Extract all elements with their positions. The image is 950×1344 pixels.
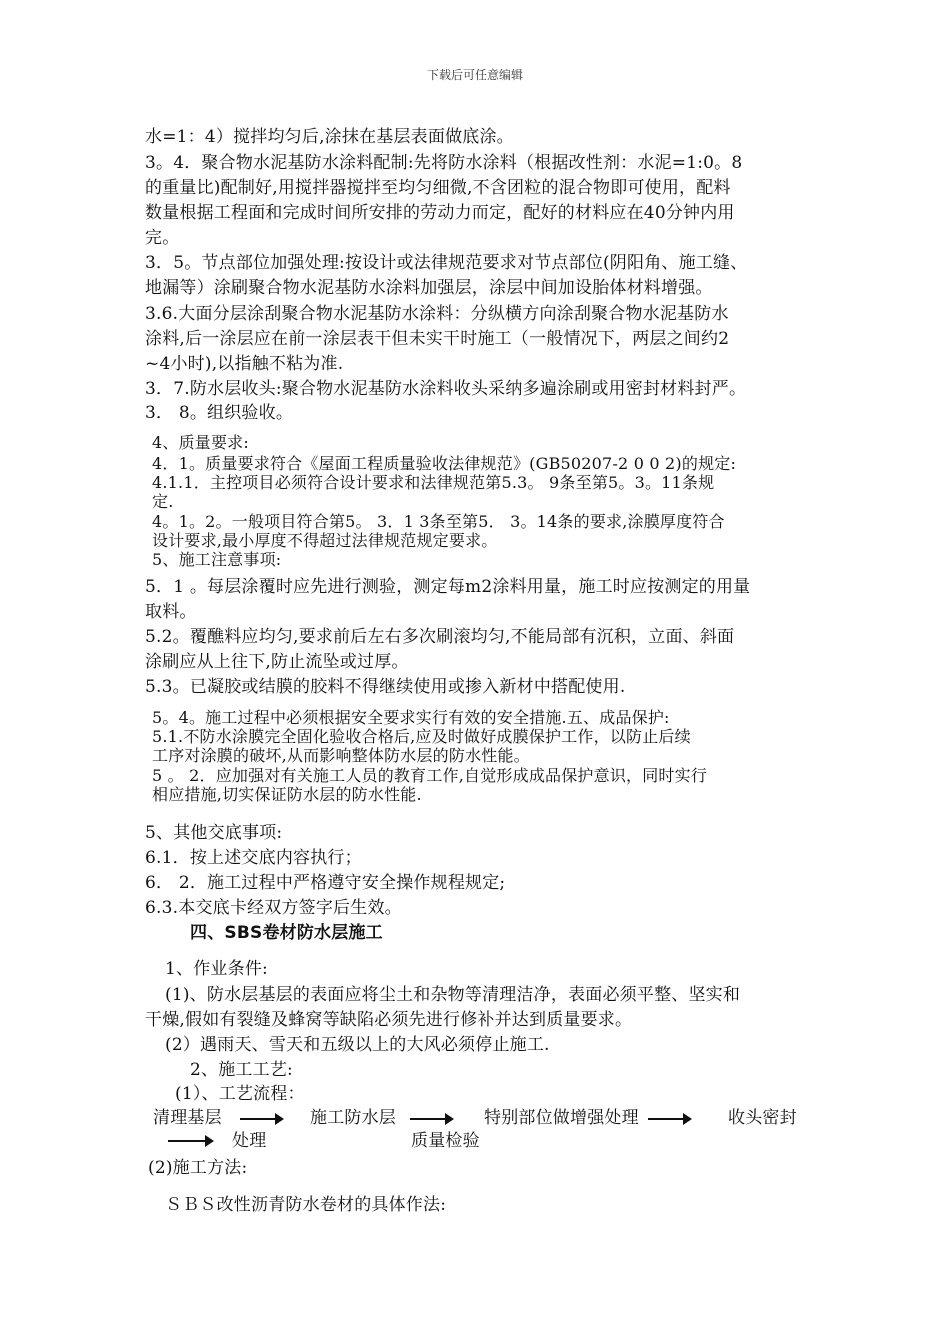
text-line: 完。	[145, 228, 180, 248]
flow-step: 收头密封	[728, 1108, 797, 1128]
text-line: 数量根据工程面和完成时间所安排的劳动力而定，配好的材料应在40分钟内用	[145, 203, 735, 223]
text-line: 5.1.不防水涂膜完全固化验收合格后,应及时做好成膜保护工作，以防止后续	[152, 727, 691, 746]
flow-arrow-icon	[648, 1118, 690, 1120]
text-line: 4。1。2。一般项目符合第5。 3．1 3条至第5． 3。14条的要求,涂膜厚度符合	[152, 512, 725, 531]
text-line: 5 。 2．应加强对有关施工人员的教育工作,自觉形成成品保护意识，同时实行	[152, 766, 708, 785]
text-line: 干燥,假如有裂缝及蜂窝等缺陷必须先进行修补并达到质量要求。	[145, 1010, 633, 1030]
text-line: 3．7.防水层收头:聚合物水泥基防水涂料收头采纳多遍涂刷或用密封材料封严。	[145, 379, 747, 399]
flow-arrow-icon	[168, 1140, 212, 1142]
text-line: 水=1：4）搅拌均匀后,涂抹在基层表面做底涂。	[145, 127, 514, 147]
flow-arrow-icon	[240, 1118, 282, 1120]
text-line: 3．5。节点部位加强处理:按设计或法律规范要求对节点部位(阴阳角、施工缝、	[145, 253, 748, 273]
section-heading: 4、质量要求:	[152, 433, 249, 452]
section-title: 四、SBS卷材防水层施工	[190, 923, 383, 943]
section-heading: (2)施工方法:	[148, 1158, 248, 1178]
section-heading: 2、施工工艺:	[190, 1060, 293, 1080]
text-line: 相应措施,切实保证防水层的防水性能.	[152, 785, 422, 804]
text-line: 5。4。施工过程中必须根据安全要求实行有效的安全措施.五、成品保护:	[152, 708, 670, 727]
section-heading: (1）、工艺流程：	[175, 1084, 305, 1104]
text-line: 3． 8。组织验收。	[145, 403, 294, 423]
text-line: 4．1。质量要求符合《屋面工程质量验收法律规范》(GB50207-2 0 0 2)的规定:	[152, 454, 737, 473]
text-line: 6.1．按上述交底内容执行；	[145, 848, 362, 868]
page-header: 下载后可任意编辑	[426, 68, 523, 82]
text-line: 5.3。已凝胶或结膜的胶料不得继续使用或掺入新材中搭配使用.	[145, 677, 626, 697]
section-heading: 5、施工注意事项:	[152, 550, 282, 569]
text-line: 4.1.1．主控项目必须符合设计要求和法律规范第5.3。 9条至第5。3。11条规	[152, 473, 715, 492]
text-line: 地漏等）涂刷聚合物水泥基防水涂料加强层，涂层中间加设胎体材料增强。	[145, 278, 713, 298]
text-line: 定.	[152, 492, 174, 511]
text-line: 涂刷应从上往下,防止流坠或过厚。	[145, 652, 409, 672]
section-heading: 5、其他交底事项:	[145, 823, 283, 843]
text-line: 5．1 。每层涂覆时应先进行测验，测定每m2涂料用量，施工时应按测定的用量	[145, 577, 751, 597]
text-line: ＳＢＳ改性沥青防水卷材的具体作法:	[165, 1195, 447, 1215]
text-line: (2）遇雨天、雪天和五级以上的大风必须停止施工.	[165, 1035, 550, 1055]
flow-step: 质量检验	[411, 1131, 480, 1151]
flow-step: 处理	[232, 1131, 267, 1151]
text-line: 取料。	[145, 602, 197, 622]
text-line: 工序对涂膜的破坏,从而影响整体防水层的防水性能。	[152, 746, 530, 765]
text-line: 的重量比)配制好,用搅拌器搅拌至均匀细微,不含团粒的混合物即可使用，配料	[145, 178, 731, 198]
flow-step: 特别部位做增强处理	[484, 1108, 639, 1128]
text-line: 设计要求,最小厚度不得超过法律规范规定要求。	[152, 531, 498, 550]
flow-step: 施工防水层	[310, 1108, 396, 1128]
text-line: 5.2。覆醮料应均匀,要求前后左右多次刷滚均匀,不能局部有沉积，立面、斜面	[145, 627, 735, 647]
flow-step: 清理基层	[153, 1108, 222, 1128]
section-heading: 1、作业条件:	[165, 959, 268, 979]
text-line: 涂料,后一涂层应在前一涂层表干但未实干时施工（一般情况下，两层之间约2	[145, 329, 730, 349]
flow-arrow-icon	[410, 1118, 452, 1120]
text-line: 6.3.本交底卡经双方签字后生效。	[145, 898, 402, 918]
text-line: 3.6.大面分层涂刮聚合物水泥基防水涂料：分纵横方向涂刮聚合物水泥基防水	[145, 304, 729, 324]
text-line: ~4小时),以指触不粘为准.	[145, 354, 344, 374]
text-line: 6． 2．施工过程中严格遵守安全操作规程规定;	[145, 873, 506, 893]
text-line: (1)、防水层基层的表面应将尘土和杂物等清理洁净，表面必须平整、坚实和	[165, 985, 741, 1005]
text-line: 3。4．聚合物水泥基防水涂料配制:先将防水涂料（根据改性剂：水泥=1:0。8	[145, 153, 743, 173]
